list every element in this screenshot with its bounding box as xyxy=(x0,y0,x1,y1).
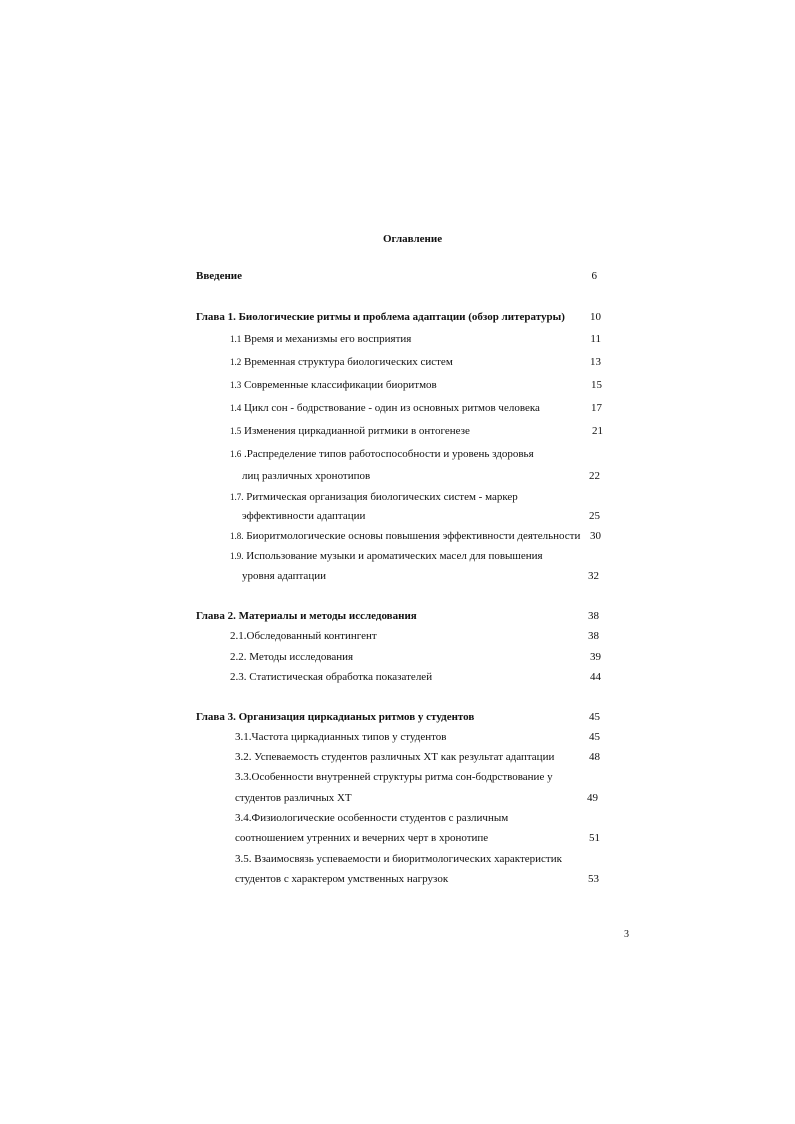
toc-item-page: 44 xyxy=(590,671,601,683)
toc-chapter1-label: Глава 1. Биологические ритмы и проблема адаптации (обзор литературы) xyxy=(196,311,565,323)
toc-item: 3.3.Особенности внутренней структуры ритма сон-бодрствование у xyxy=(235,771,553,783)
toc-item: 3.5. Взаимосвязь успеваемости и биоритмологических характеристик xyxy=(235,853,562,865)
toc-item: 1.1 Время и механизмы его восприятия xyxy=(230,333,412,345)
toc-item: 3.2. Успеваемость студентов различных ХТ как результат адаптации xyxy=(235,751,555,763)
toc-intro-page: 6 xyxy=(591,270,597,282)
toc-item-continuation: соотношением утренних и вечерних черт в хронотипе xyxy=(235,832,489,844)
toc-item-page: 38 xyxy=(588,630,599,642)
toc-item-page: 49 xyxy=(587,792,598,804)
toc-item: 1.3 Современные классификации биоритмов xyxy=(230,379,437,391)
toc-item: 2.3. Статистическая обработка показателей xyxy=(230,671,433,683)
toc-item-page: 48 xyxy=(589,751,600,763)
toc-item: 1.8. Биоритмологические основы повышения эффективности деятельности xyxy=(230,530,581,542)
toc-item-continuation: студентов различных ХТ xyxy=(235,792,352,804)
toc-item-page: 30 xyxy=(590,530,601,542)
toc-item-page: 53 xyxy=(588,873,599,885)
toc-item: 3.4.Физиологические особенности студентов с различным xyxy=(235,812,509,824)
toc-chapter3-label: Глава 3. Организация циркадианых ритмов у студентов xyxy=(196,711,475,723)
toc-item: 3.1.Частота циркадианных типов у студентов xyxy=(235,731,447,743)
toc-item: 2.1.Обследованный контингент xyxy=(230,630,377,642)
toc-item-continuation: эффективности адаптации xyxy=(242,510,366,522)
toc-chapter2-label: Глава 2. Материалы и методы исследования xyxy=(196,610,417,622)
toc-item: 1.9. Использование музыки и ароматических масел для повышения xyxy=(230,550,543,562)
toc-item-page: 25 xyxy=(589,510,600,522)
toc-item-page: 32 xyxy=(588,570,599,582)
toc-item: 2.2. Методы исследования xyxy=(230,651,354,663)
toc-item: 1.4 Цикл сон - бодрствование - один из основных ритмов человека xyxy=(230,402,540,414)
toc-item-page: 17 xyxy=(591,402,602,414)
toc-item: 1.7. Ритмическая организация биологических систем - маркер xyxy=(230,491,518,503)
toc-item: 1.6 .Распределение типов работоспособности и уровень здоровья xyxy=(230,448,534,460)
toc-item-page: 11 xyxy=(590,333,601,345)
toc-item-page: 45 xyxy=(589,731,600,743)
toc-item-page: 21 xyxy=(592,425,603,437)
toc-item: 1.2 Временная структура биологических систем xyxy=(230,356,453,368)
toc-chapter3-page: 45 xyxy=(589,711,600,723)
page-number: 3 xyxy=(624,929,629,940)
toc-item-page: 51 xyxy=(589,832,600,844)
toc-item-page: 39 xyxy=(590,651,601,663)
toc-item: 1.5 Изменения циркадианной ритмики в онтогенезе xyxy=(230,425,470,437)
toc-chapter2-page: 38 xyxy=(588,610,599,622)
toc-title: Оглавление xyxy=(383,233,443,245)
toc-item-continuation: лиц различных хронотипов xyxy=(242,470,371,482)
toc-item-page: 15 xyxy=(591,379,602,391)
toc-item-continuation: уровня адаптации xyxy=(242,570,326,582)
toc-item-continuation: студентов с характером умственных нагрузок xyxy=(235,873,449,885)
toc-item-page: 22 xyxy=(589,470,600,482)
toc-item-page: 13 xyxy=(590,356,601,368)
toc-intro-label: Введение xyxy=(196,270,243,282)
toc-chapter1-page: 10 xyxy=(590,311,601,323)
